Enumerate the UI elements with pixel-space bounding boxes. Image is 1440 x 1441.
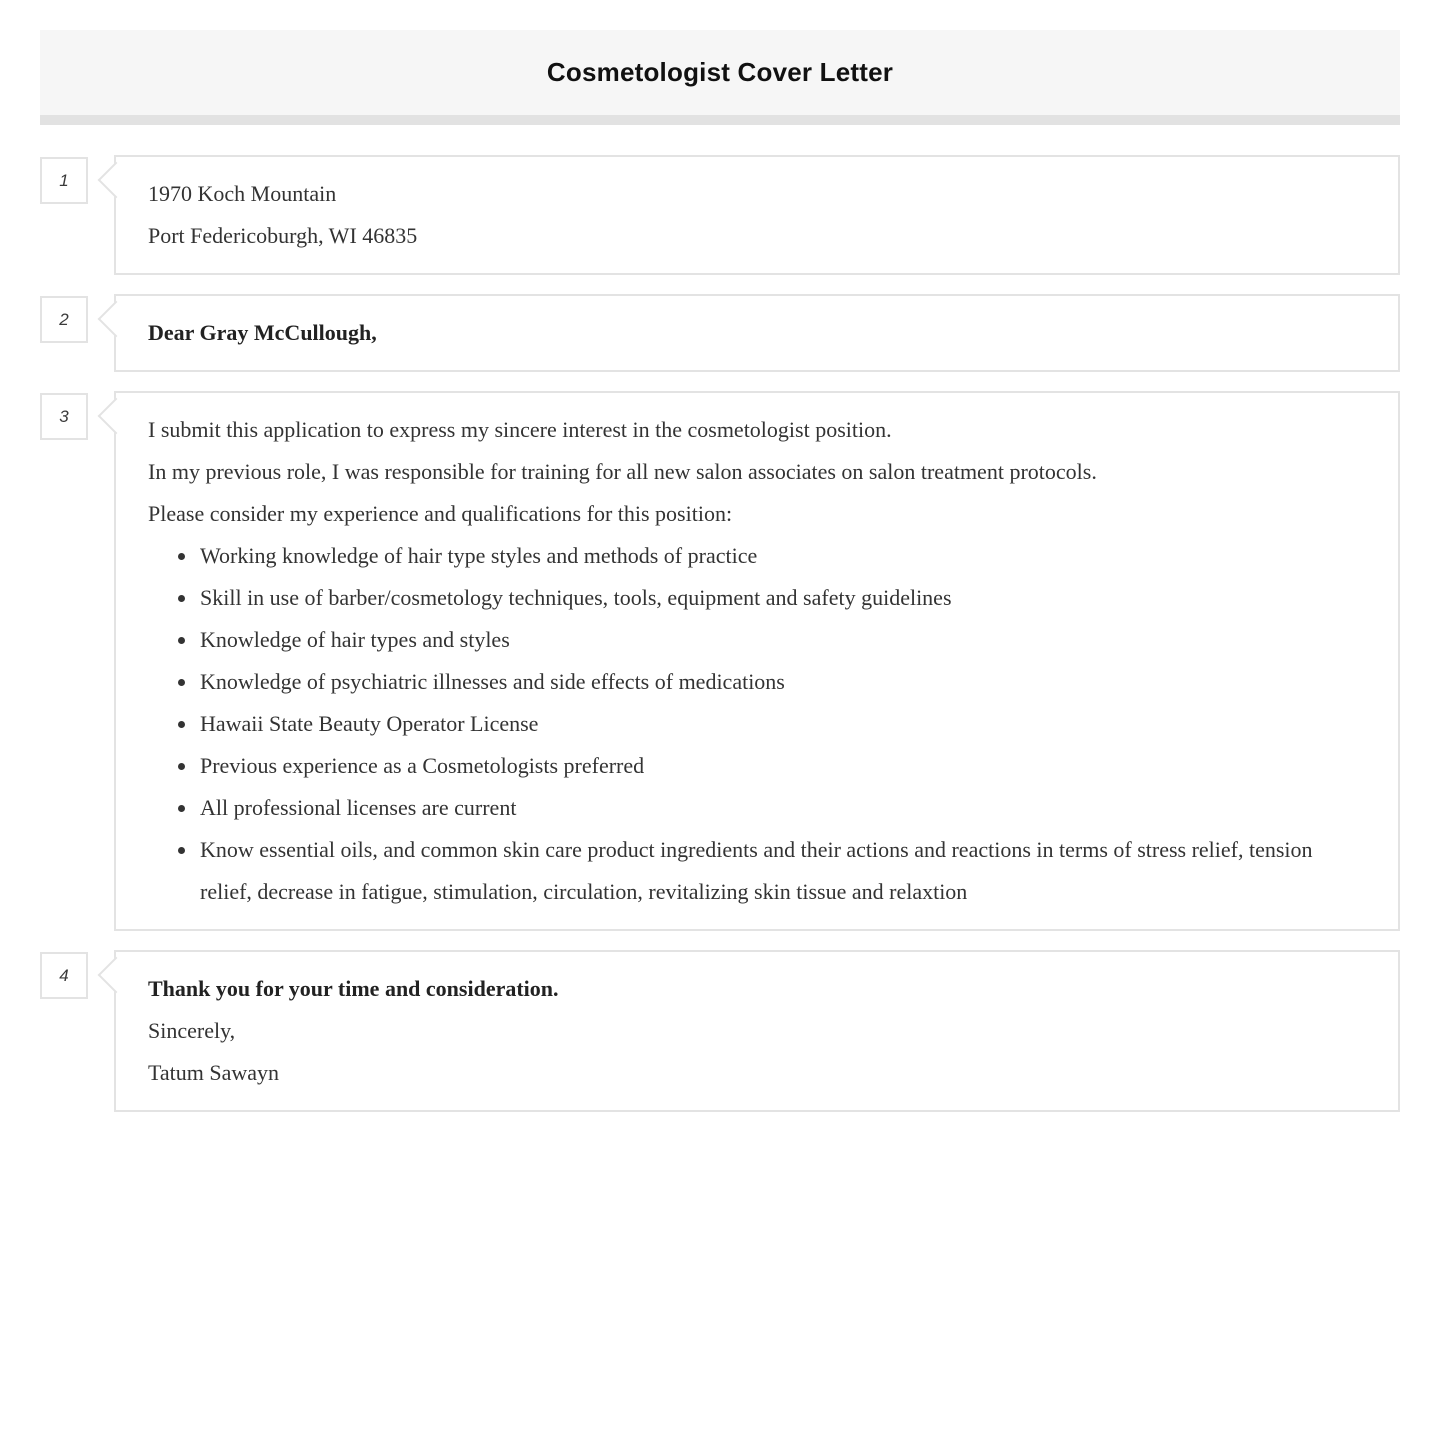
salutation-box <box>114 294 1400 372</box>
list-item: • All professional licenses are current <box>198 787 1366 829</box>
letter-sections <box>0 155 1440 1112</box>
closing-box <box>114 950 1400 1112</box>
body-box <box>114 391 1400 931</box>
closing-text: Thank you for your time and consideration. <box>148 976 559 1001</box>
list-item: • Knowledge of psychiatric illnesses and side effects of medications <box>198 661 1366 703</box>
section-number-badge-2: 2 <box>40 296 88 343</box>
body-paragraph-consider: Please consider my experience and qualifications for this position: <box>148 501 733 526</box>
list-item: • Skill in use of barber/cosmetology techniques, tools, equipment and safety guidelines <box>198 577 1366 619</box>
address-box <box>114 155 1400 275</box>
body-paragraph-previous-role: In my previous role, I was responsible for training for all new salon associates on salon treatment protocols. <box>148 459 1097 484</box>
signature-name: Tatum Sawayn <box>148 1060 280 1085</box>
section-body <box>40 391 1400 931</box>
section-number-badge-1: 1 <box>40 157 88 204</box>
signoff-text: Sincerely, <box>148 1018 236 1043</box>
address-line-2: Port Federicoburgh, WI 46835 <box>148 223 418 248</box>
section-address <box>40 155 1400 275</box>
list-item: • Knowledge of hair types and styles <box>198 619 1366 661</box>
address-block <box>148 173 1366 257</box>
body-paragraph-intro: I submit this application to express my sincere interest in the cosmetologist position. <box>148 417 892 442</box>
qualifications-list <box>148 535 1366 913</box>
page-header <box>40 30 1400 125</box>
section-number-badge-4: 4 <box>40 952 88 999</box>
address-line-1: 1970 Koch Mountain <box>148 181 337 206</box>
list-item: • Previous experience as a Cosmetologists preferred <box>198 745 1366 787</box>
salutation-text: Dear Gray McCullough, <box>148 320 377 345</box>
section-number-badge-3: 3 <box>40 393 88 440</box>
list-item: • Working knowledge of hair type styles and methods of practice <box>198 535 1366 577</box>
list-item: • Know essential oils, and common skin care product ingredients and their actions and reactions in terms of stress relief, tension relief, decrease in fatigue, stimulation, circulation, revitalizing skin tissue and relaxtion <box>198 829 1366 913</box>
section-closing <box>40 950 1400 1112</box>
section-salutation <box>40 294 1400 372</box>
page-title: Cosmetologist Cover Letter <box>546 57 894 87</box>
list-item: • Hawaii State Beauty Operator License <box>198 703 1366 745</box>
